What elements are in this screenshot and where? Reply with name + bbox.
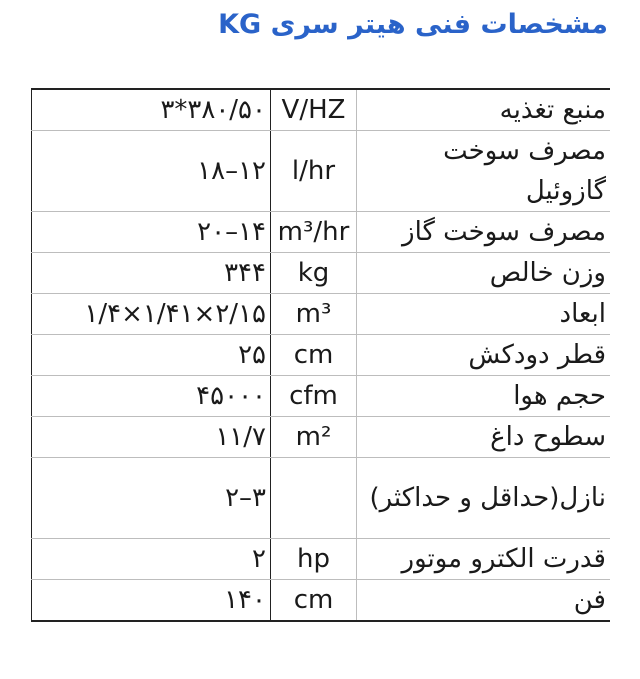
page-title: مشخصات فنی هیتر سری KG bbox=[218, 9, 608, 40]
spec-label: قدرت الکترو موتور bbox=[357, 539, 611, 580]
spec-value: ۲ bbox=[32, 539, 271, 580]
spec-value: ۳–۲ bbox=[32, 458, 271, 539]
spec-unit: cfm bbox=[271, 376, 357, 417]
spec-unit: hp bbox=[271, 539, 357, 580]
table-row bbox=[32, 253, 611, 294]
spec-label: نازل(حداقل و حداکثر) bbox=[357, 458, 611, 539]
table-row bbox=[32, 212, 611, 253]
spec-value: ۳۸۰/۵۰*۳ bbox=[32, 89, 271, 131]
spec-value: ۲/۱۵×۱/۴۱×۱/۴ bbox=[32, 294, 271, 335]
spec-value: ۱۴۰ bbox=[32, 580, 271, 622]
spec-value: ۱۱/۷ bbox=[32, 417, 271, 458]
table-row bbox=[32, 458, 611, 539]
table-row bbox=[32, 417, 611, 458]
specs-table bbox=[31, 88, 610, 622]
table-row bbox=[32, 335, 611, 376]
table-row bbox=[32, 89, 611, 131]
spec-unit: cm bbox=[271, 580, 357, 622]
spec-value: ۱۲–۱۸ bbox=[32, 131, 271, 212]
spec-label: سطوح داغ bbox=[357, 417, 611, 458]
spec-label: مصرف سوخت گازوئیل bbox=[357, 131, 611, 212]
spec-unit: m³/hr bbox=[271, 212, 357, 253]
spec-label: وزن خالص bbox=[357, 253, 611, 294]
spec-value: ۱۴–۲۰ bbox=[32, 212, 271, 253]
spec-value: ۲۵ bbox=[32, 335, 271, 376]
table-row bbox=[32, 376, 611, 417]
spec-unit: m³ bbox=[271, 294, 357, 335]
spec-unit: V/HZ bbox=[271, 89, 357, 131]
spec-unit: l/hr bbox=[271, 131, 357, 212]
spec-unit: kg bbox=[271, 253, 357, 294]
table-row bbox=[32, 131, 611, 212]
spec-unit: cm bbox=[271, 335, 357, 376]
spec-value: ۳۴۴ bbox=[32, 253, 271, 294]
spec-label: فن bbox=[573, 585, 606, 615]
spec-label: منبع تغذیه bbox=[357, 89, 611, 131]
spec-value: ۴۵۰۰۰ bbox=[32, 376, 271, 417]
spec-label: حجم هوا bbox=[357, 376, 611, 417]
spec-label: قطر دودکش bbox=[357, 335, 611, 376]
spec-unit bbox=[271, 458, 357, 539]
table-row bbox=[32, 539, 611, 580]
spec-unit: m² bbox=[271, 417, 357, 458]
table-row bbox=[32, 294, 611, 335]
table-row bbox=[32, 580, 611, 622]
spec-label: مصرف سوخت گاز bbox=[357, 212, 611, 253]
spec-label: ابعاد bbox=[357, 294, 611, 335]
